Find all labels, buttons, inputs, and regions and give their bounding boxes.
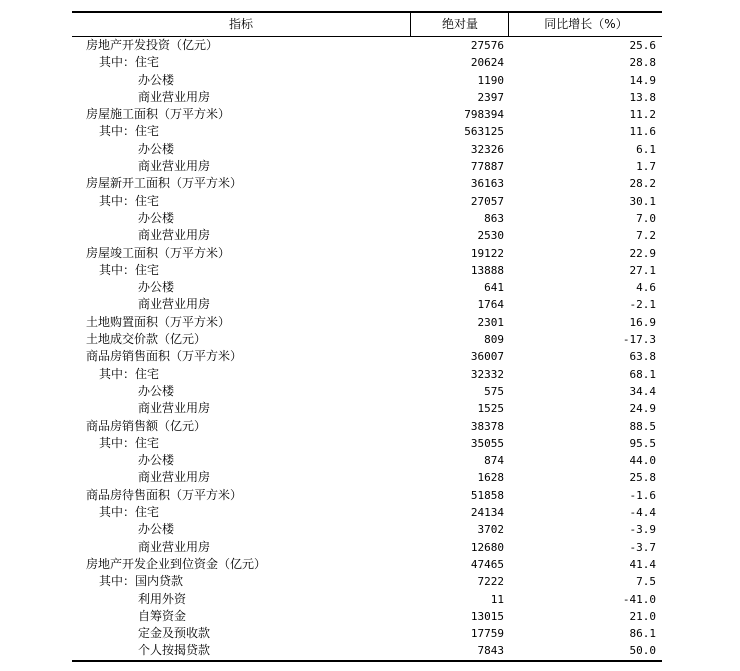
yoy-growth-value: 16.9 xyxy=(629,315,656,329)
yoy-growth-value: 22.9 xyxy=(629,246,656,260)
yoy-growth-value: 34.4 xyxy=(629,384,656,398)
table-row xyxy=(72,72,662,89)
absolute-value: 24134 xyxy=(470,506,504,520)
absolute-value: 809 xyxy=(484,333,504,347)
table-row xyxy=(72,175,662,192)
yoy-growth-value: -41.0 xyxy=(622,592,656,606)
absolute-value: 3702 xyxy=(477,523,504,537)
absolute-value: 2530 xyxy=(477,229,504,243)
yoy-growth-value: 28.8 xyxy=(629,56,656,70)
absolute-value: 27576 xyxy=(470,39,504,52)
yoy-growth-value: -1.6 xyxy=(629,488,656,502)
absolute-value: 36163 xyxy=(470,177,504,191)
table-row xyxy=(72,608,662,625)
row-label: 房地产开发企业到位资金（亿元） xyxy=(86,556,267,571)
row-label: 商业营业用房 xyxy=(138,159,211,174)
table-row xyxy=(72,418,662,435)
yoy-growth-value: 30.1 xyxy=(629,194,656,208)
row-label: 其中：住宅 xyxy=(99,435,160,450)
row-label: 商品房销售额（亿元） xyxy=(86,418,207,433)
table-row xyxy=(72,227,662,244)
absolute-value: 51858 xyxy=(470,488,504,502)
absolute-value: 2397 xyxy=(477,90,504,104)
table-row xyxy=(72,504,662,521)
yoy-growth-value: 44.0 xyxy=(629,454,656,468)
absolute-value: 77887 xyxy=(470,160,504,174)
row-label: 办公楼 xyxy=(138,72,175,87)
table-row xyxy=(72,210,662,227)
absolute-value: 641 xyxy=(484,281,504,295)
absolute-value: 863 xyxy=(484,211,504,225)
row-label: 其中：住宅 xyxy=(99,193,160,208)
table-row xyxy=(72,54,662,71)
yoy-growth-value: 50.0 xyxy=(629,644,656,658)
table-row xyxy=(72,539,662,556)
row-label: 办公楼 xyxy=(138,210,175,225)
yoy-growth-value: -3.9 xyxy=(629,523,656,537)
table-row xyxy=(72,279,662,296)
table-row xyxy=(72,106,662,123)
yoy-growth-value: 27.1 xyxy=(629,263,656,277)
table-body xyxy=(72,37,662,662)
absolute-value: 1764 xyxy=(477,298,504,312)
row-label: 办公楼 xyxy=(138,522,175,537)
table-row xyxy=(72,556,662,573)
absolute-value: 13888 xyxy=(470,263,504,277)
table-row xyxy=(72,591,662,608)
yoy-growth-value: 6.1 xyxy=(636,142,656,156)
row-label: 商业营业用房 xyxy=(138,539,211,554)
row-label: 其中：住宅 xyxy=(99,124,160,139)
absolute-value: 2301 xyxy=(477,315,504,329)
yoy-growth-value: 88.5 xyxy=(629,419,656,433)
row-label: 商业营业用房 xyxy=(138,297,211,312)
absolute-value: 47465 xyxy=(470,557,504,571)
row-label: 商品房销售面积（万平方米） xyxy=(86,349,243,364)
absolute-value: 17759 xyxy=(470,627,504,641)
yoy-growth-value: 24.9 xyxy=(629,402,656,416)
table-row xyxy=(72,245,662,262)
absolute-value: 36007 xyxy=(470,350,504,364)
table-row xyxy=(72,348,662,365)
absolute-value: 35055 xyxy=(470,436,504,450)
table-row xyxy=(72,158,662,175)
table-row xyxy=(72,642,662,659)
yoy-growth-value: 63.8 xyxy=(629,350,656,364)
absolute-value: 19122 xyxy=(470,246,504,260)
absolute-value: 32326 xyxy=(470,142,504,156)
absolute-value: 7222 xyxy=(477,575,504,589)
row-label: 商业营业用房 xyxy=(138,401,211,416)
yoy-growth-value: 25.6 xyxy=(629,39,656,52)
yoy-growth-value: 7.0 xyxy=(636,211,656,225)
table-row xyxy=(72,521,662,538)
table-row xyxy=(72,296,662,313)
row-label: 办公楼 xyxy=(138,280,175,295)
yoy-growth-value: 7.5 xyxy=(636,575,656,589)
row-label: 自筹资金 xyxy=(138,608,187,623)
header-yoy-growth: 同比增长（%） xyxy=(508,13,663,36)
yoy-growth-value: -17.3 xyxy=(622,333,656,347)
yoy-growth-value: 1.7 xyxy=(636,160,656,174)
table-row xyxy=(72,314,662,331)
row-label: 其中：住宅 xyxy=(99,262,160,277)
yoy-growth-value: 21.0 xyxy=(629,609,656,623)
table-row xyxy=(72,366,662,383)
table-row xyxy=(72,262,662,279)
absolute-value: 575 xyxy=(484,384,504,398)
row-label: 商业营业用房 xyxy=(138,89,211,104)
row-label: 房地产开发投资（亿元） xyxy=(86,38,219,52)
row-label: 办公楼 xyxy=(138,383,175,398)
table-row xyxy=(72,123,662,140)
row-label: 办公楼 xyxy=(138,453,175,468)
absolute-value: 874 xyxy=(484,454,504,468)
table-row xyxy=(72,331,662,348)
absolute-value: 11 xyxy=(490,592,504,606)
absolute-value: 32332 xyxy=(470,367,504,381)
row-label: 土地购置面积（万平方米） xyxy=(86,314,231,329)
row-label: 商业营业用房 xyxy=(138,228,211,243)
row-label: 其中：住宅 xyxy=(99,505,160,520)
absolute-value: 1525 xyxy=(477,402,504,416)
table-row xyxy=(72,89,662,106)
table-row xyxy=(72,435,662,452)
table-row xyxy=(72,625,662,642)
table-row xyxy=(72,469,662,486)
row-label: 其中：住宅 xyxy=(99,366,160,381)
statistics-table xyxy=(72,11,662,662)
yoy-growth-value: 11.2 xyxy=(629,108,656,122)
yoy-growth-value: 13.8 xyxy=(629,90,656,104)
absolute-value: 563125 xyxy=(464,125,504,139)
yoy-growth-value: 68.1 xyxy=(629,367,656,381)
yoy-growth-value: 28.2 xyxy=(629,177,656,191)
absolute-value: 20624 xyxy=(470,56,504,70)
yoy-growth-value: 41.4 xyxy=(629,557,656,571)
yoy-growth-value: 95.5 xyxy=(629,436,656,450)
yoy-growth-value: 86.1 xyxy=(629,627,656,641)
header-indicator: 指标 xyxy=(228,17,253,31)
yoy-growth-value: 7.2 xyxy=(636,229,656,243)
table-row xyxy=(72,37,662,54)
row-label: 定金及预收款 xyxy=(138,626,211,641)
row-label: 商业营业用房 xyxy=(138,470,211,485)
absolute-value: 13015 xyxy=(470,609,504,623)
row-label: 办公楼 xyxy=(138,141,175,156)
absolute-value: 12680 xyxy=(470,540,504,554)
absolute-value: 27057 xyxy=(470,194,504,208)
table-row xyxy=(72,141,662,158)
yoy-growth-value: 4.6 xyxy=(636,281,656,295)
row-label: 个人按揭贷款 xyxy=(138,643,211,658)
table-row xyxy=(72,383,662,400)
yoy-growth-value: -2.1 xyxy=(629,298,656,312)
absolute-value: 1190 xyxy=(477,73,504,87)
row-label: 其中：住宅 xyxy=(99,55,160,70)
row-label: 利用外资 xyxy=(138,591,187,606)
table-row xyxy=(72,573,662,590)
table-row xyxy=(72,400,662,417)
row-label: 房屋施工面积（万平方米） xyxy=(86,107,231,122)
table-row xyxy=(72,452,662,469)
table-row xyxy=(72,193,662,210)
absolute-value: 798394 xyxy=(464,108,504,122)
yoy-growth-value: 14.9 xyxy=(629,73,656,87)
row-label: 其中：国内贷款 xyxy=(99,574,184,589)
yoy-growth-value: 25.8 xyxy=(629,471,656,485)
yoy-growth-value: 11.6 xyxy=(629,125,656,139)
yoy-growth-value: -4.4 xyxy=(629,506,656,520)
table-header xyxy=(72,11,662,37)
row-label: 房屋新开工面积（万平方米） xyxy=(86,176,243,191)
table-row xyxy=(72,487,662,504)
row-label: 房屋竣工面积（万平方米） xyxy=(86,245,231,260)
row-label: 土地成交价款（亿元） xyxy=(86,332,207,347)
row-label: 商品房待售面积（万平方米） xyxy=(86,487,243,502)
absolute-value: 7843 xyxy=(477,644,504,658)
absolute-value: 1628 xyxy=(477,471,504,485)
yoy-growth-value: -3.7 xyxy=(629,540,656,554)
absolute-value: 38378 xyxy=(470,419,504,433)
header-absolute: 绝对量 xyxy=(410,13,509,36)
